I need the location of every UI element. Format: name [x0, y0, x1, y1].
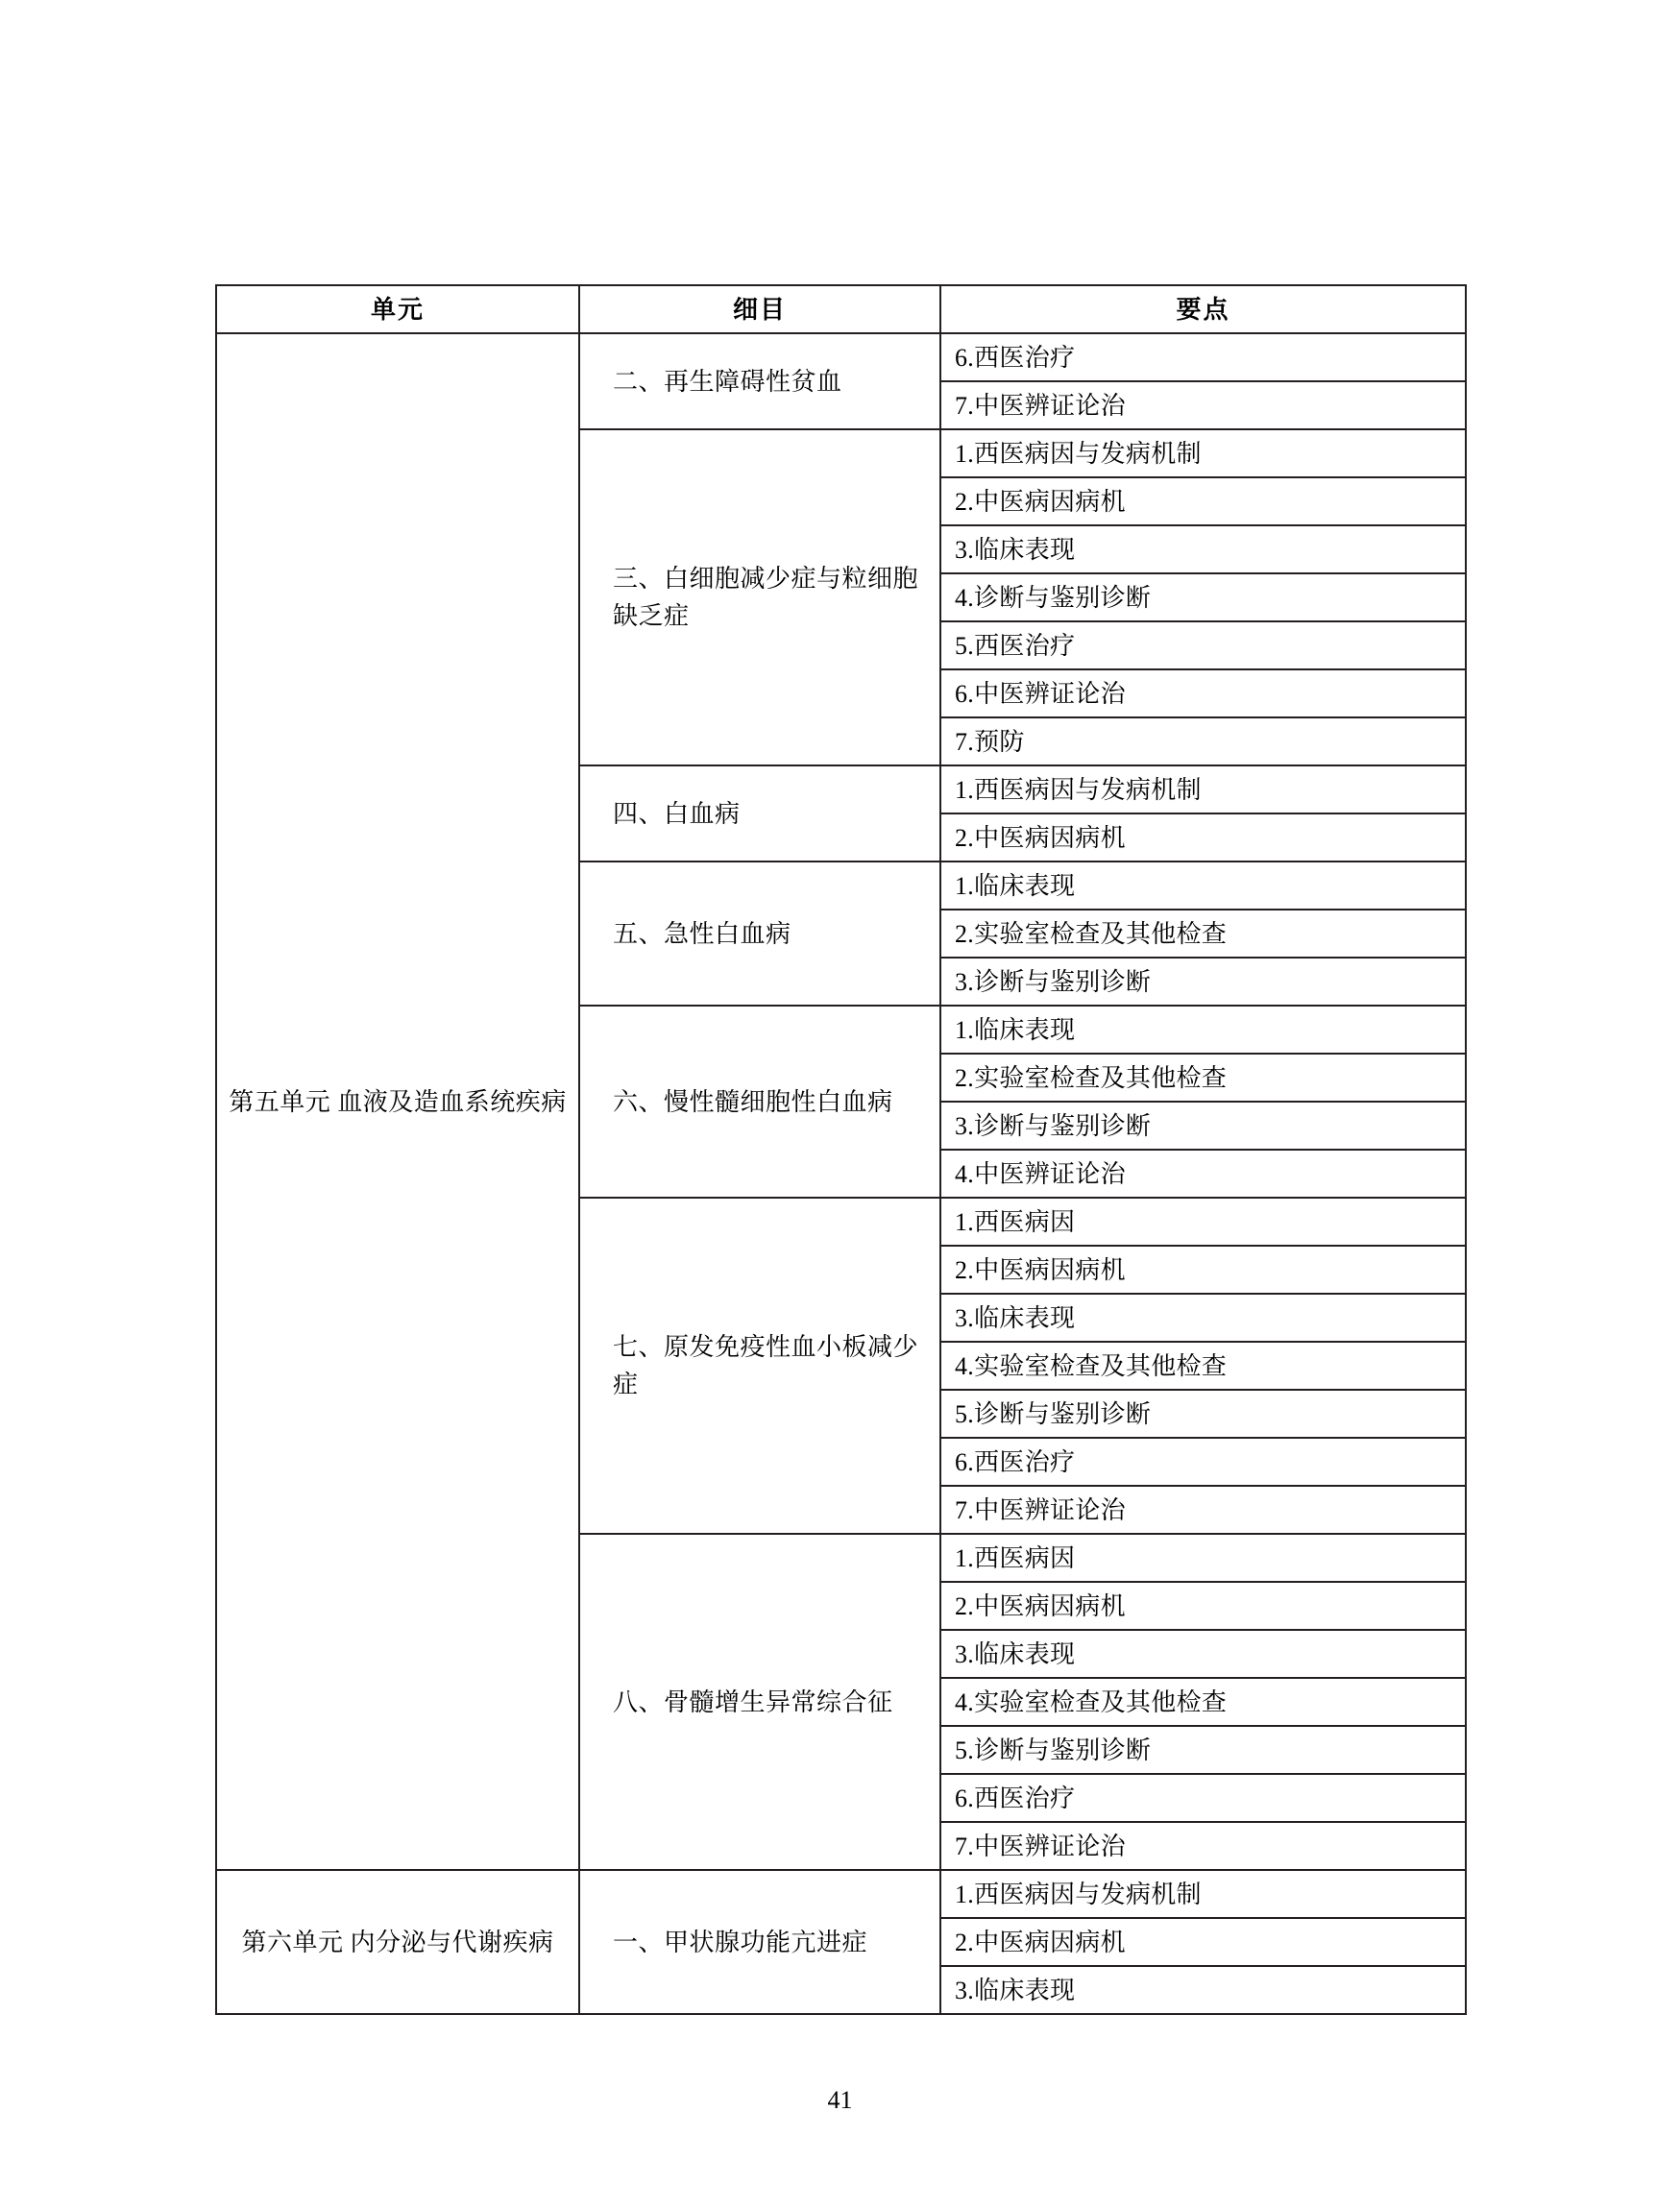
point-cell: 1.西医病因	[940, 1198, 1466, 1246]
point-cell: 3.临床表现	[940, 1630, 1466, 1678]
point-cell: 4.诊断与鉴别诊断	[940, 573, 1466, 621]
detail-cell: 五、急性白血病	[579, 862, 940, 1006]
point-cell: 3.诊断与鉴别诊断	[940, 1102, 1466, 1150]
point-cell: 2.中医病因病机	[940, 477, 1466, 525]
point-cell: 2.中医病因病机	[940, 1918, 1466, 1966]
point-cell: 1.西医病因与发病机制	[940, 429, 1466, 477]
table-header	[216, 285, 1466, 333]
table-row	[216, 1870, 1466, 1918]
point-cell: 4.实验室检查及其他检查	[940, 1342, 1466, 1390]
detail-cell: 一、甲状腺功能亢进症	[579, 1870, 940, 2014]
detail-cell: 三、白细胞减少症与粒细胞缺乏症	[579, 429, 940, 765]
point-cell: 3.临床表现	[940, 1966, 1466, 2014]
unit-cell: 第六单元 内分泌与代谢疾病	[216, 1870, 579, 2014]
point-cell: 6.西医治疗	[940, 1774, 1466, 1822]
column-header-detail: 细目	[579, 285, 940, 333]
column-header-point: 要点	[940, 285, 1466, 333]
table-body	[216, 333, 1466, 2014]
point-cell: 2.中医病因病机	[940, 1582, 1466, 1630]
detail-cell: 八、骨髓增生异常综合征	[579, 1534, 940, 1870]
detail-cell: 六、慢性髓细胞性白血病	[579, 1006, 940, 1198]
point-cell: 5.诊断与鉴别诊断	[940, 1726, 1466, 1774]
point-cell: 6.西医治疗	[940, 1438, 1466, 1486]
point-cell: 5.诊断与鉴别诊断	[940, 1390, 1466, 1438]
point-cell: 6.西医治疗	[940, 333, 1466, 381]
point-cell: 3.临床表现	[940, 525, 1466, 573]
point-cell: 4.中医辨证论治	[940, 1150, 1466, 1198]
point-cell: 2.中医病因病机	[940, 813, 1466, 862]
point-cell: 1.西医病因与发病机制	[940, 1870, 1466, 1918]
point-cell: 7.中医辨证论治	[940, 1486, 1466, 1534]
point-cell: 5.西医治疗	[940, 621, 1466, 669]
point-cell: 6.中医辨证论治	[940, 669, 1466, 717]
point-cell: 2.实验室检查及其他检查	[940, 910, 1466, 958]
point-cell: 2.实验室检查及其他检查	[940, 1054, 1466, 1102]
point-cell: 2.中医病因病机	[940, 1246, 1466, 1294]
table-row	[216, 333, 1466, 381]
unit-cell: 第五单元 血液及造血系统疾病	[216, 333, 579, 1870]
page-number: 41	[827, 2086, 853, 2114]
point-cell: 3.诊断与鉴别诊断	[940, 958, 1466, 1006]
detail-cell: 四、白血病	[579, 765, 940, 862]
point-cell: 1.临床表现	[940, 862, 1466, 910]
syllabus-table	[215, 284, 1467, 2015]
point-cell: 1.西医病因	[940, 1534, 1466, 1582]
point-cell: 1.临床表现	[940, 1006, 1466, 1054]
point-cell: 7.预防	[940, 717, 1466, 765]
point-cell: 3.临床表现	[940, 1294, 1466, 1342]
detail-cell: 二、再生障碍性贫血	[579, 333, 940, 429]
point-cell: 1.西医病因与发病机制	[940, 765, 1466, 813]
point-cell: 7.中医辨证论治	[940, 1822, 1466, 1870]
table-header-row	[216, 285, 1466, 333]
point-cell: 4.实验室检查及其他检查	[940, 1678, 1466, 1726]
column-header-unit: 单元	[216, 285, 579, 333]
point-cell: 7.中医辨证论治	[940, 381, 1466, 429]
detail-cell: 七、原发免疫性血小板减少症	[579, 1198, 940, 1534]
